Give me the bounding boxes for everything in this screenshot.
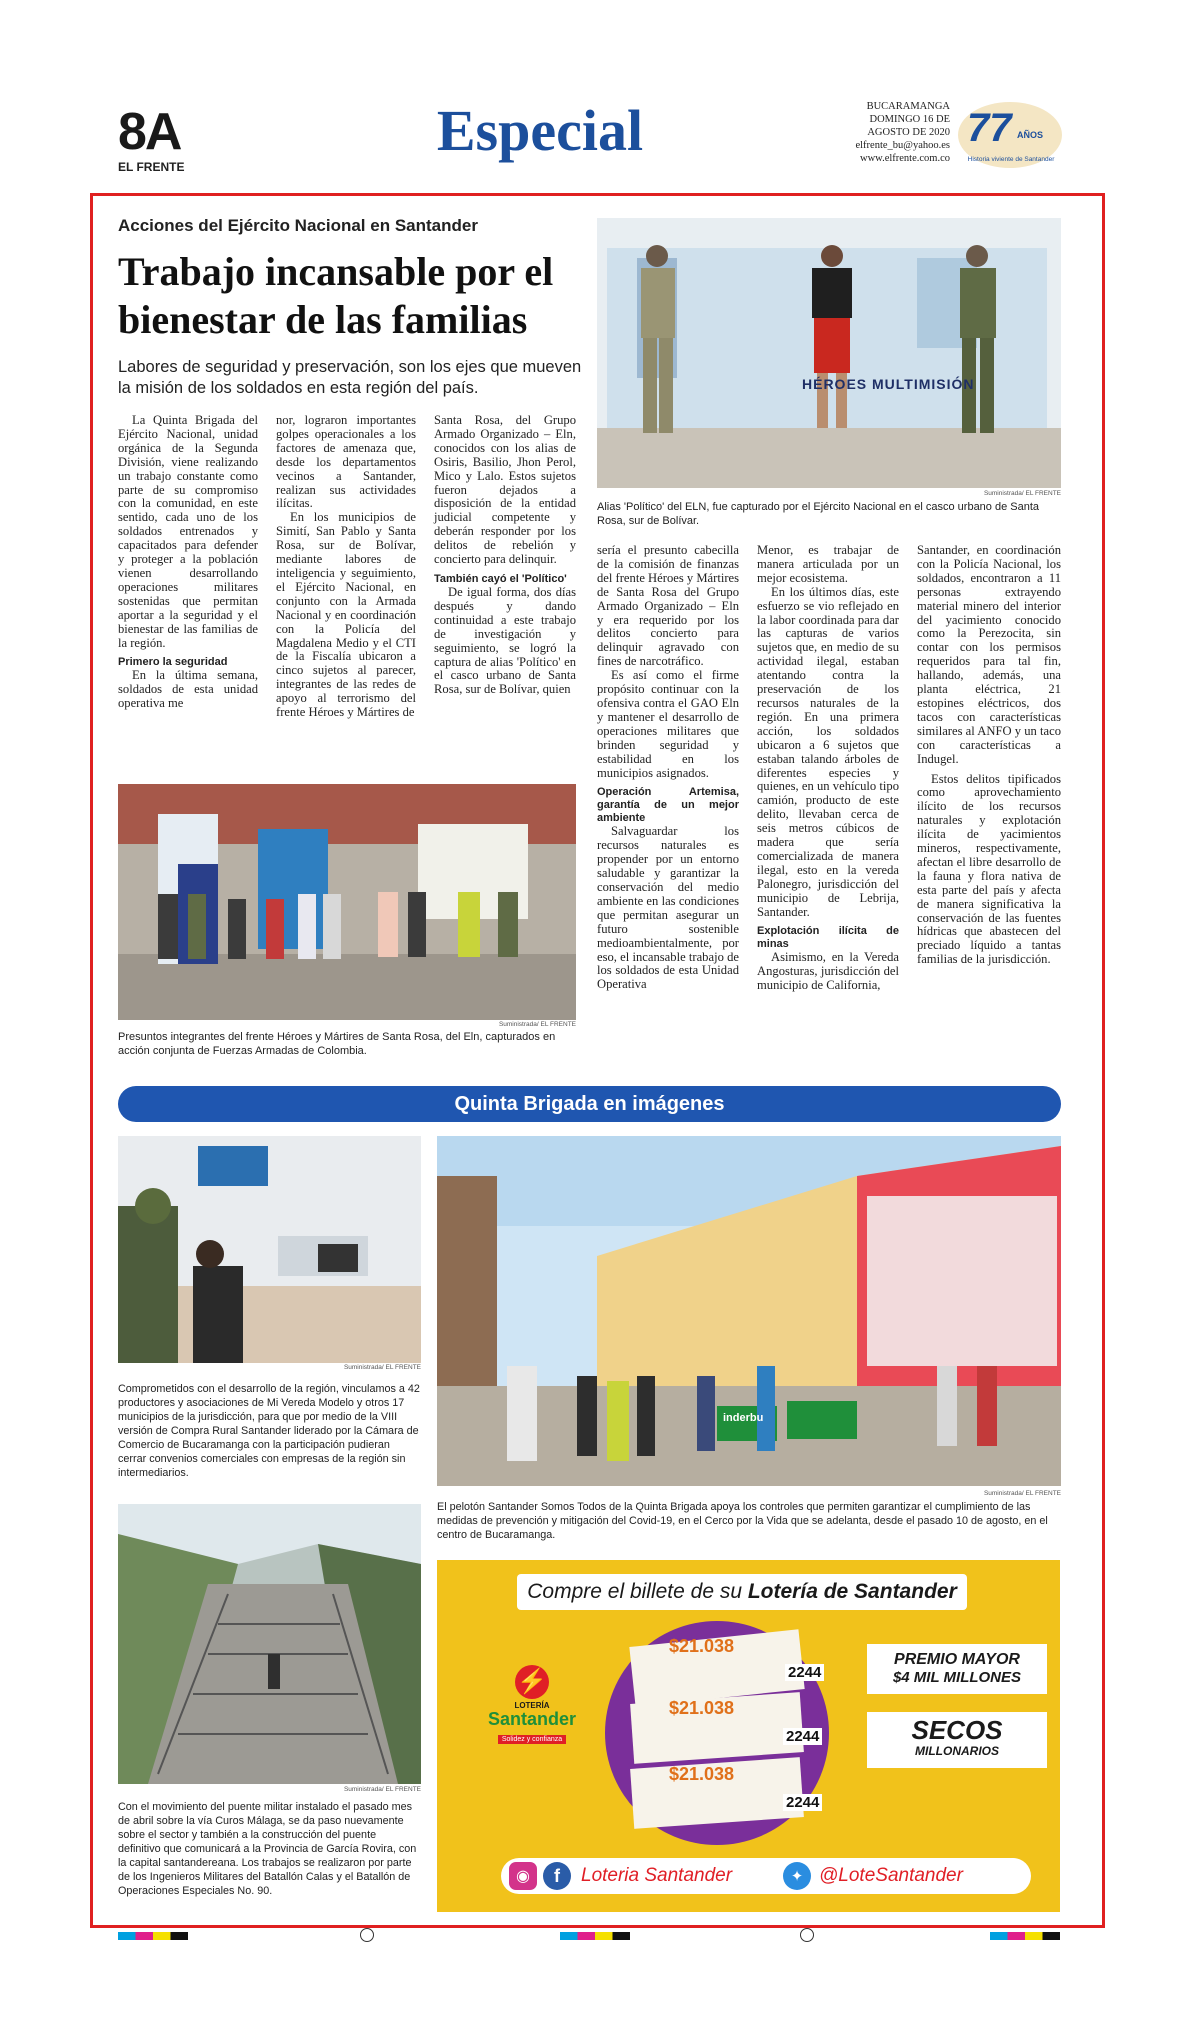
photo-captured-group <box>118 784 576 1020</box>
article-column-3 <box>434 414 576 697</box>
section-title: Especial <box>436 98 644 163</box>
article-paragraph: Asimismo, en la Vereda Angosturas, jurisdicción del municipio de California, <box>757 950 899 993</box>
social-facebook-label[interactable]: Loteria Santander <box>581 1865 733 1886</box>
ticket-amount: $21.038 <box>669 1698 735 1718</box>
photo3-caption: Comprometidos con el desarrollo de la región, vinculamos a 42 productores y asociaciones de Mi Vereda Modelo y otros 17 municipios de la jurisdicción, para que por medio de la VIII versión de Compra Rural Santander liderado por la Cámara de Comercio de Bucaramanga con la participación pudieran cerrar convenios comerciales con empresas de la región sin intermediarios. <box>118 1383 420 1479</box>
secos-title: SECOS <box>911 1715 1003 1745</box>
article-column-6 <box>917 544 1061 967</box>
anniversary-logo <box>955 100 1065 170</box>
prize-title: PREMIO MAYOR <box>894 1651 1020 1668</box>
dateline <box>770 100 950 165</box>
registration-bar-left <box>118 1932 188 1940</box>
article-paragraph: De igual forma, dos días después y dando continuidad a este trabajo de investigación y seguimiento, se logró la captura de alias 'Político' en el casco urbano de Santa Rosa, sur de Bolívar, quien <box>434 584 576 697</box>
article-column-4 <box>597 544 739 992</box>
subhead-primero: Primero la seguridad <box>118 656 228 669</box>
article-headline: Trabajo incansable por el bienestar de las familias <box>118 249 554 342</box>
logo-top: LOTERÍA <box>514 1701 550 1710</box>
article-paragraph: En los municipios de Simití, San Pablo y Santa Rosa, sur de Bolívar, mediante labores de inteligencia y seguimiento, el Ejército Nacional, en conjunto con la Armada Nacional y en coordinación con la Policía del Magdalena Medio y el CTI de la Fiscalía ubicaron a cinco sujetos al parecer, integrantes de las redes de apoyo al terrorismo del frente Héroes y Mártires de <box>276 510 416 720</box>
article-paragraph: Estos delitos tipificados como aprovechamiento ilícito de los recursos naturales y explotación ilícita de yacimientos mineros, respectivamente, afectan el libre desarrollo de la fauna y flora nativa de esta parte del país y afecta de manera significativa la conservación de las fuentes hídricas que abastecen del preciado líquido a tantas familias de la jurisdicción. <box>917 771 1061 967</box>
article-paragraph: En los últimos días, este esfuerzo se vio reflejado en la labor coordinada para dar las capturas de varios sujetos que, en medio de su actividad ilegal, estaban atentando contra la preservación de los recursos naturales de la región. En una primera acción, los soldados ubicaron a 6 sujetos que estaban talando árboles de diferentes especies y quienes, en un vehículo tipo camión, producto de este delito, llevaban cerca de seis metros cúbicos de madera que sería comercializada de manera ilegal, esto en la vereda Palonegro, jurisdicción del municipio de Lebrija, Santander. <box>757 584 899 919</box>
photo1-caption: Alias 'Político' del ELN, fue capturado por el Ejército Nacional en el casco urbano de Santa Rosa, sur de Bolívar. <box>597 501 1040 527</box>
article-column-2 <box>276 414 416 720</box>
anniversary-word: AÑOS <box>1017 130 1044 140</box>
subhead-artemisa: Operación Artemisa, garantía de un mejor ambiente <box>597 786 739 825</box>
registration-mark <box>360 1928 374 1942</box>
prize-box <box>867 1644 1047 1694</box>
ad-headline-prefix: Compre el billete de su <box>527 1580 743 1603</box>
photo3-credit: Suministrada/ EL FRENTE <box>343 1364 421 1371</box>
secos-box <box>867 1712 1047 1768</box>
subhead-explotacion: Explotación ilícita de minas <box>757 925 899 951</box>
article-paragraph: Salvaguardar los recursos naturales es propender por un entorno saludable y garantizar la conservación del medio ambiente en las condiciones que permitan asegurar un futuro sostenible medioambientalmente, por eso, el incansable trabajo de los soldados de esta Unidad Operativa <box>597 824 739 992</box>
subhead-tambien: También cayó el 'Político' <box>434 572 567 585</box>
article-paragraph: Menor, es trabajar de manera articulada por un mejor ecosistema. <box>757 543 899 585</box>
photo2-credit: Suministrada/ EL FRENTE <box>498 1021 576 1028</box>
article-paragraph: nor, lograron importantes golpes operacionales a los factores de amenaza que, desde los departamentos vecinos a Santander, realizan sus actividades ilícitas. <box>276 413 416 511</box>
ticket-amount: $21.038 <box>669 1636 735 1656</box>
photo2-caption: Presuntos integrantes del frente Héroes y Mártires de Santa Rosa, del Eln, capturados en acción conjunta de Fuerzas Armadas de Colombia. <box>118 1031 556 1057</box>
ad-headline-brand: Lotería de Santander <box>747 1580 957 1603</box>
article-column-5 <box>757 544 899 993</box>
photo-capture-politico <box>597 218 1061 488</box>
prize-amount: $4 MIL MILLONES <box>892 1669 1022 1686</box>
photo1-backdrop-text: HÉROES MULTIMISIÓN <box>802 376 975 392</box>
page-number: 8A <box>118 103 181 161</box>
article-paragraph: Santa Rosa, del Grupo Armado Organizado – Eln, conocidos con los alias de Osiris, Basilio, Jhon Perol, Mico y Lalo. Estos sujetos fueron dejados a disposición de la entidad judicial competente y deberán responder por los delitos de rebelión y concierto para delinquir. <box>434 413 576 567</box>
photo4-credit: Suministrada/ EL FRENTE <box>983 1490 1061 1497</box>
facebook-icon[interactable]: f <box>543 1862 571 1890</box>
anniversary-number: 77 <box>967 106 1012 150</box>
dateline-city: BUCARAMANGA <box>866 101 950 112</box>
gallery-banner: Quinta Brigada en imágenes <box>118 1086 1061 1122</box>
article-paragraph: Santander, en coordinación con la Policía Nacional, los soldados, encontraron a 11 personas extrayendo material minero del interior del yacimiento conocido como la Perezocita, sin contar con los permisos requeridos para tal fin, hallando, además, una planta eléctrica, 21 estopines eléctricos, dos tacos con características similares al ANFO y un taco con características a Indugel. <box>917 543 1061 766</box>
photo5-credit: Suministrada/ EL FRENTE <box>343 1786 421 1793</box>
ticket-number: 2244 <box>783 1794 822 1811</box>
social-twitter-label[interactable]: @LoteSantander <box>819 1865 963 1886</box>
article-kicker: Acciones del Ejército Nacional en Santander <box>118 216 478 235</box>
logo-name: Santander <box>487 1709 577 1729</box>
article-column-1 <box>118 414 258 711</box>
article-deck: Labores de seguridad y preservación, son los ejes que mueven la misión de los soldados en esta región del país. <box>118 358 582 397</box>
paper-name: EL FRENTE <box>118 160 185 174</box>
lightning-icon: ⚡ <box>515 1665 549 1699</box>
anniversary-tagline: Historia viviente de Santander <box>967 156 1055 163</box>
photo1-credit: Suministrada/ EL FRENTE <box>983 490 1061 497</box>
article-paragraph: sería el presunto cabecilla de la comisión de finanzas del frente Héroes y Mártires de Santa Rosa del Grupo Armado Organizado – Eln y era requerido por los delitos concierto para delinquir agravado con fines de narcotráfico. <box>597 543 739 669</box>
photo-puente-militar <box>118 1504 421 1784</box>
ticket-number: 2244 <box>783 1728 822 1745</box>
photo-cerco-por-la-vida <box>437 1136 1061 1486</box>
loteria-logo <box>477 1665 587 1746</box>
article-paragraph: Es así como el firme propósito continuar con la ofensiva contra el GAO Eln y mantener el desarrollo de operaciones militares que brinden seguridad y estabilidad en los municipios asignados. <box>597 668 739 780</box>
instagram-icon[interactable]: ◉ <box>509 1862 537 1890</box>
ticket-number: 2244 <box>785 1664 824 1681</box>
registration-bar-mid <box>560 1932 630 1940</box>
article-paragraph: La Quinta Brigada del Ejército Nacional, unidad orgánica de la Segunda División, viene realizando un trabajo constante como parte de su compromiso con la comunidad, en este sentido, cada uno de los soldados entrenados y capacitados para defender y proteger a la población vienen desarrollando operaciones militares sostenidas que permitan aportar a la seguridad y el bienestar de las familias de la región. <box>118 413 258 650</box>
photo5-caption: Con el movimiento del puente militar instalado el pasado mes de abril sobre la vía Curos Málaga, se da paso nuevamente sobre el sector y también a la construcción del puente definitivo que comunicará a la Provincia de García Rovira, con la capital santandereana. Los trabajos se realizaron por parte de los Ingenieros Militares del Batallón Calas y el Batallón de Operaciones Especiales No. 90. <box>118 1801 417 1897</box>
photo4-caption: El pelotón Santander Somos Todos de la Quinta Brigada apoya los controles que permiten garantizar el cumplimiento de las medidas de prevención y mitigación del Covid-19, en el Cerco por la Vida que se adelanta, desde el pasado 10 de agosto, en el centro de Bucaramanga. <box>437 1501 1048 1541</box>
logo-tagline: Solidez y confianza <box>498 1735 566 1744</box>
ticket-amount: $21.038 <box>669 1764 735 1784</box>
secos-subtitle: MILLONARIOS <box>915 1744 999 1758</box>
article-paragraph: En la última semana, soldados de esta unidad operativa me <box>118 668 258 711</box>
registration-mark <box>800 1928 814 1942</box>
dateline-date: DOMINGO 16 DE AGOSTO DE 2020 <box>867 114 950 138</box>
loteria-advertisement[interactable] <box>437 1560 1060 1912</box>
photo-compra-rural <box>118 1136 421 1363</box>
photo4-sign: inderbu <box>723 1412 764 1424</box>
ad-headline <box>517 1574 967 1610</box>
twitter-icon[interactable]: ✦ <box>783 1862 811 1890</box>
dateline-website[interactable]: www.elfrente.com.co <box>860 153 950 164</box>
registration-bar-right <box>990 1932 1060 1940</box>
dateline-email[interactable]: elfrente_bu@yahoo.es <box>855 140 950 151</box>
